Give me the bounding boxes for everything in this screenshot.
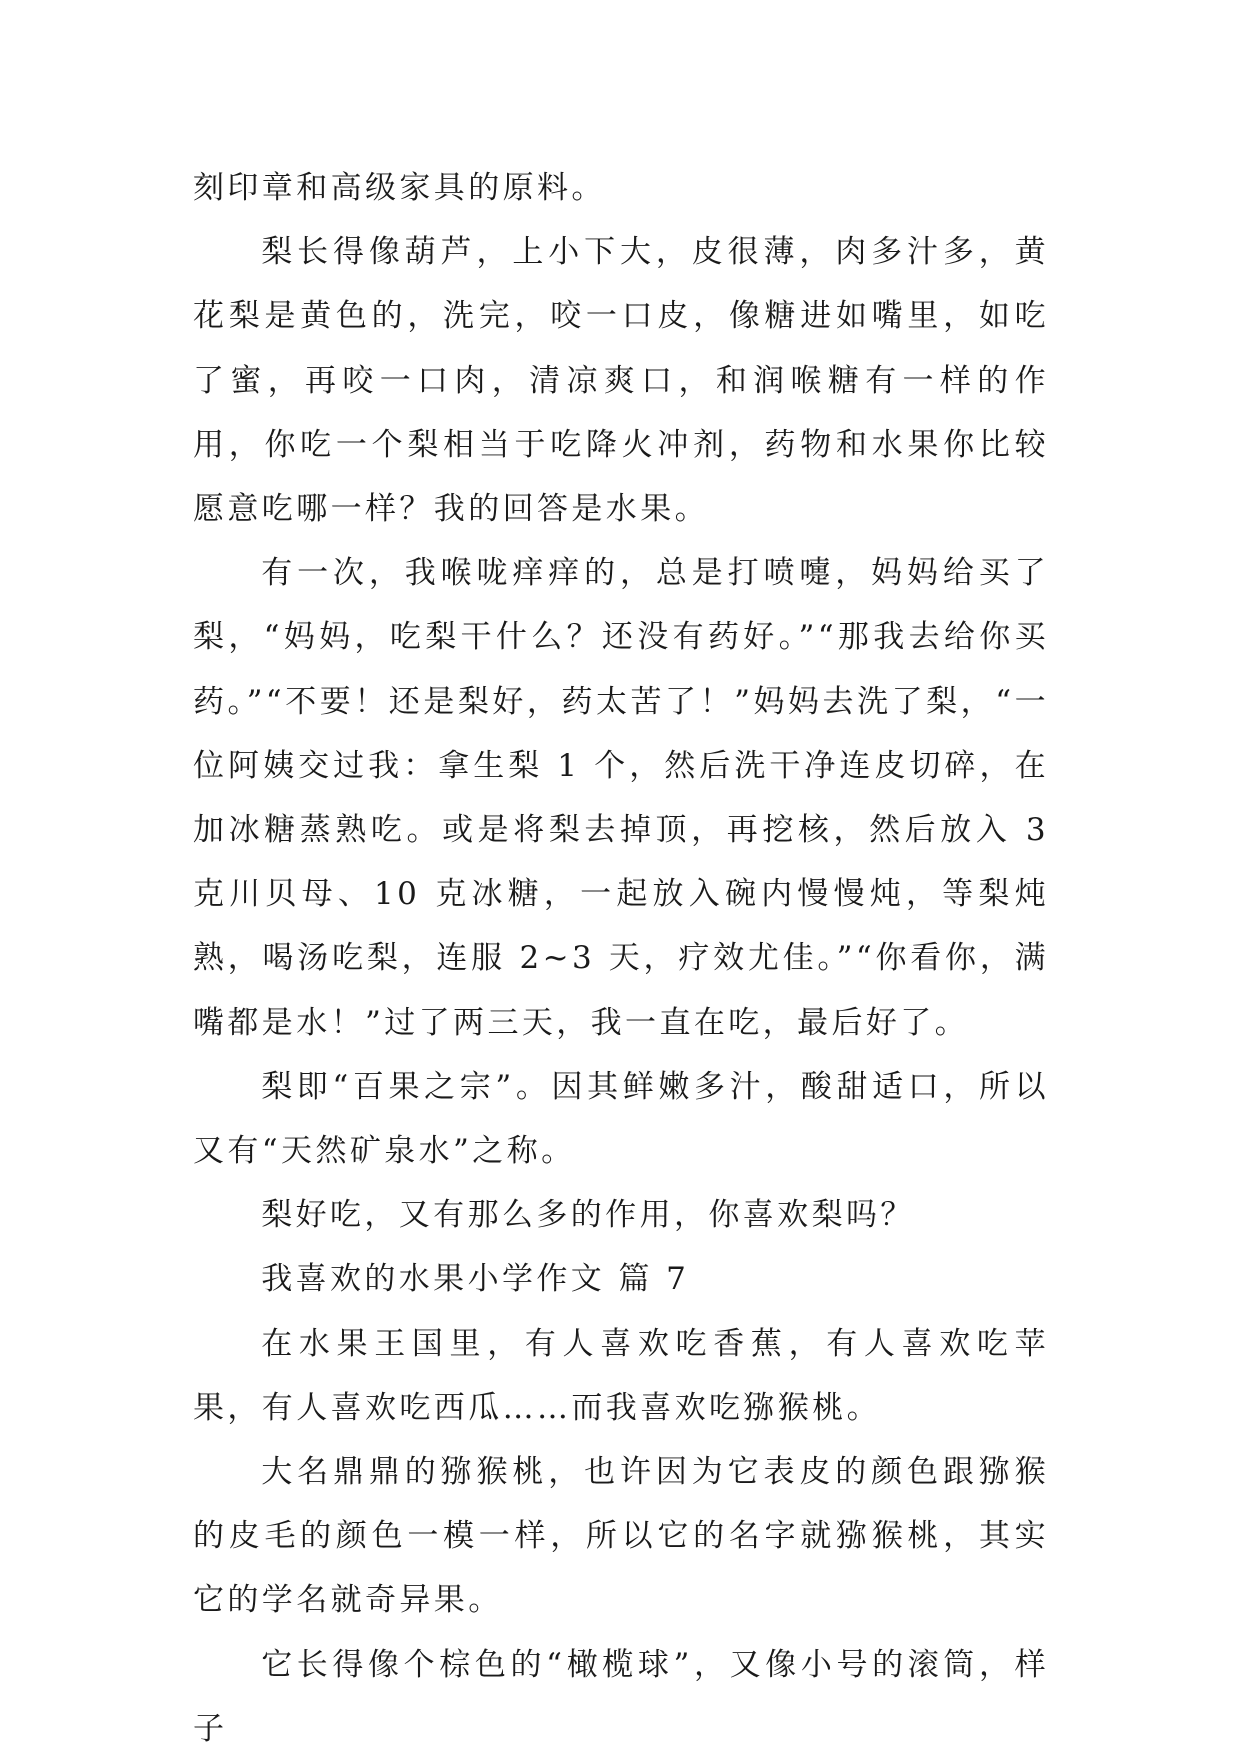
paragraph-5: 梨好吃，又有那么多的作用，你喜欢梨吗？ [261,1197,915,1234]
document-body [193,156,1049,1761]
paragraph-9: 它长得像个棕色的“橄榄球”，又像小号的滚筒，样子 [193,1646,1049,1747]
section-heading: 我喜欢的水果小学作文 篇 7 [261,1261,690,1298]
paragraph-4: 梨即“百果之宗”。因其鲜嫩多汁，酸甜适口，所以又有“天然矿泉水”之称。 [193,1068,1049,1170]
paragraph-2: 梨长得像葫芦，上小下大，皮很薄，肉多汁多，黄花梨是黄色的，洗完，咬一口皮，像糖进如嘴里，如吃了蜜，再咬一口肉，清凉爽口，和润喉糖有一样的作用，你吃一个梨相当于吃降火冲剂，药物和水果你比较愿意吃哪一样？我的回答是水果。 [193,234,1049,528]
paragraph-3: 有一次，我喉咙痒痒的，总是打喷嚏，妈妈给买了梨，“妈妈，吃梨干什么？还没有药好。”“那我去给你买药。”“不要！还是梨好，药太苦了！”妈妈去洗了梨，“一位阿姨交过我：拿生梨 1 个，然后洗干净连皮切碎，在加冰糖蒸熟吃。或是将梨去掉顶，再挖核，然后放入 3 克川贝母、10 克冰糖，一起放入碗内慢慢炖，等梨炖熟，喝汤吃梨，连服 2~3 天，疗效尤佳。”“你看你，满嘴都是水！”过了两三天，我一直在吃，最后好了。 [193,555,1049,1041]
paragraph-1: 刻印章和高级家具的原料。 [193,170,606,206]
paragraph-7: 在水果王国里，有人喜欢吃香蕉，有人喜欢吃苹果，有人喜欢吃西瓜……而我喜欢吃猕猴桃。 [193,1325,1049,1426]
paragraph-8: 大名鼎鼎的猕猴桃，也许因为它表皮的颜色跟猕猴的皮毛的颜色一模一样，所以它的名字就猕猴桃，其实它的学名就奇异果。 [193,1454,1049,1619]
